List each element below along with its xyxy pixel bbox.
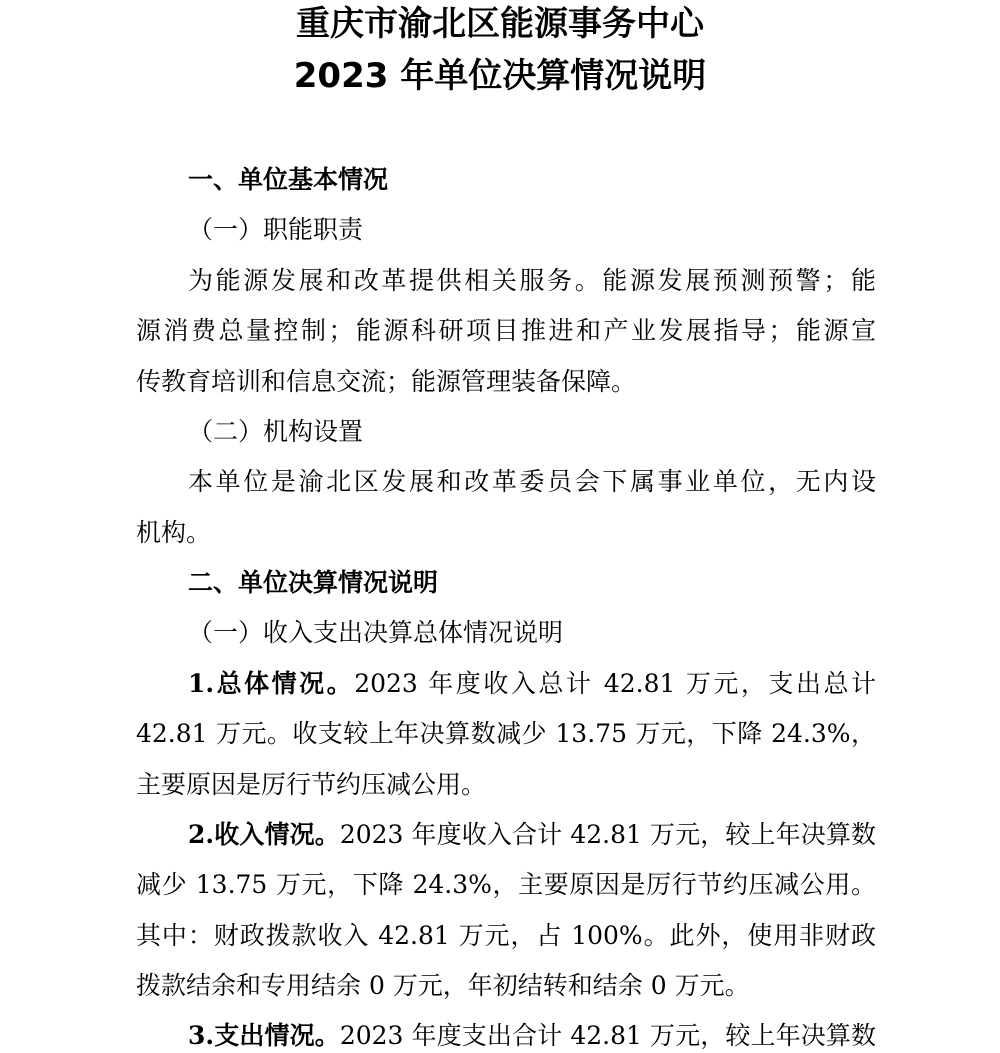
document-title-line-1: 重庆市渝北区能源事务中心 [296,4,704,44]
paragraph-line: 拨款结余和专用结余 0 万元，年初结转和结余 0 万元。 [136,971,750,1000]
subheading-income-expense-overview: （一）收入支出决算总体情况说明 [188,618,564,647]
paragraph-line: 减少 13.75 万元，下降 24.3%，主要原因是厉行节约压减公用。 [136,870,876,899]
paragraph-line: 源消费总量控制；能源科研项目推进和产业发展指导；能源宣 [136,316,876,345]
paragraph-lead: 3.支出情况。 [188,1021,340,1050]
paragraph-text: 2023 年度收入总计 42.81 万元，支出总计 [354,669,876,698]
paragraph-line: 本单位是渝北区发展和改革委员会下属事业单位，无内设 [188,467,876,496]
paragraph-line: 机构。 [136,518,212,547]
paragraph-line: 主要原因是厉行节约压减公用。 [136,770,487,799]
paragraph-line: 42.81 万元。收支较上年决算数减少 13.75 万元，下降 24.3%， [136,719,876,748]
section-heading-basic-info: 一、单位基本情况 [188,165,389,194]
paragraph-line [188,1019,876,1053]
subheading-functions: （一）职能职责 [188,215,364,244]
paragraph-lead: 1.总体情况。 [188,669,355,698]
paragraph-line: 其中：财政拨款收入 42.81 万元，占 100%。此外，使用非财政 [136,921,876,950]
paragraph-line [188,667,876,701]
paragraph-line: 传教育培训和信息交流；能源管理装备保障。 [136,367,637,396]
document-title-line-2: 2023 年单位决算情况说明 [293,56,707,96]
paragraph-line [188,818,876,852]
paragraph-lead: 2.收入情况。 [188,820,340,849]
subheading-organization: （二）机构设置 [188,417,364,446]
paragraph-line: 为能源发展和改革提供相关服务。能源发展预测预警；能 [188,266,876,295]
paragraph-text: 2023 年度收入合计 42.81 万元，较上年决算数 [339,820,876,849]
paragraph-text: 2023 年度支出合计 42.81 万元，较上年决算数 [339,1021,876,1050]
section-heading-final-accounts: 二、单位决算情况说明 [188,568,439,597]
